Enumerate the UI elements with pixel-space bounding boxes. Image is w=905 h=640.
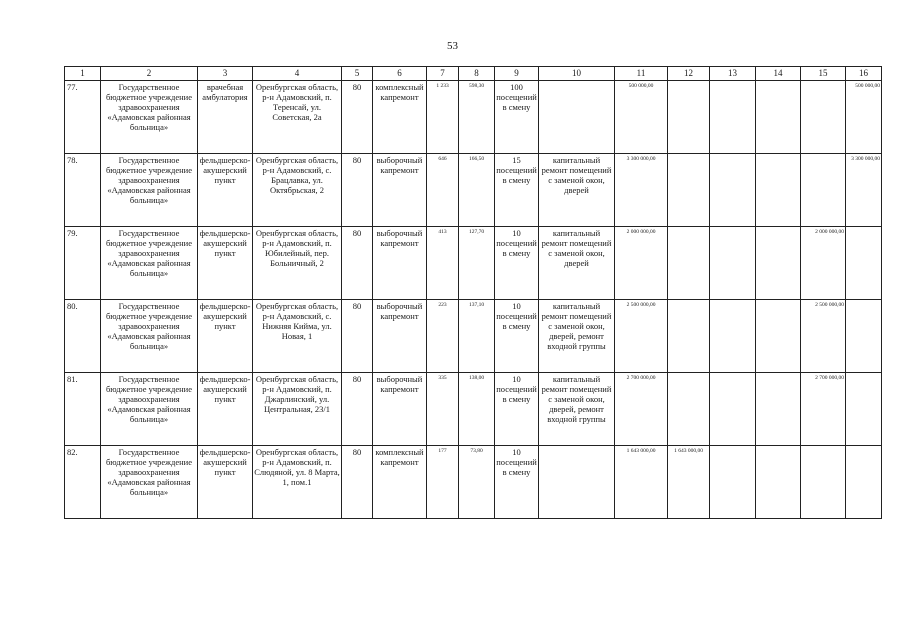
repair-type: выборочный капремонт: [373, 300, 427, 373]
repair-type: комплексный капремонт: [373, 446, 427, 519]
institution-name: Государственное бюджетное учреждение здравоохранения «Адамовская районная больница»: [101, 227, 198, 300]
table-row: [65, 373, 882, 446]
facility-type: фельдшерско-акушерский пункт: [198, 154, 253, 227]
amount-column-16: [846, 227, 882, 300]
row-number: 79.: [65, 227, 101, 300]
repair-type: выборочный капремонт: [373, 227, 427, 300]
amount-column-14: [756, 373, 801, 446]
column-header: 3: [198, 67, 253, 81]
facility-type: фельдшерско-акушерский пункт: [198, 300, 253, 373]
table-row: [65, 227, 882, 300]
amount-column-11: 1 643 000,00: [615, 446, 668, 519]
column-5-value: 80: [342, 227, 373, 300]
amount-column-16: [846, 300, 882, 373]
repair-type: выборочный капремонт: [373, 373, 427, 446]
amount-column-12: [668, 373, 710, 446]
institution-name: Государственное бюджетное учреждение здравоохранения «Адамовская районная больница»: [101, 81, 198, 154]
column-header: 14: [756, 67, 801, 81]
amount-column-12: [668, 154, 710, 227]
column-5-value: 80: [342, 300, 373, 373]
page-number: 53: [447, 40, 458, 52]
amount-column-13: [710, 154, 756, 227]
column-7-value: 177: [427, 446, 459, 519]
row-number: 81.: [65, 373, 101, 446]
capacity: 10 посещений в смену: [495, 227, 539, 300]
facility-address: Оренбургская область, р-н Адамовский, п. Слюдяной, ул. 8 Марта, 1, пом.1: [253, 446, 342, 519]
column-header: 8: [459, 67, 495, 81]
amount-column-12: 1 643 000,00: [668, 446, 710, 519]
capacity: 10 посещений в смену: [495, 373, 539, 446]
column-header: 7: [427, 67, 459, 81]
table-row: [65, 300, 882, 373]
facility-address: Оренбургская область, р-н Адамовский, п. Теренсай, ул. Советская, 2а: [253, 81, 342, 154]
facility-address: Оренбургская область, р-н Адамовский, п. Джарлинский, ул. Центральная, 23/1: [253, 373, 342, 446]
column-header: 4: [253, 67, 342, 81]
amount-column-11: 500 000,00: [615, 81, 668, 154]
column-8-value: 137,10: [459, 300, 495, 373]
amount-column-11: 2 700 000,00: [615, 373, 668, 446]
column-7-value: 335: [427, 373, 459, 446]
amount-column-14: [756, 227, 801, 300]
capacity: 10 посещений в смену: [495, 300, 539, 373]
column-header: 13: [710, 67, 756, 81]
amount-column-15: [801, 446, 846, 519]
column-header: 6: [373, 67, 427, 81]
amount-column-14: [756, 154, 801, 227]
amount-column-13: [710, 446, 756, 519]
facility-address: Оренбургская область, р-н Адамовский, с. Нижняя Кийма, ул. Новая, 1: [253, 300, 342, 373]
row-number: 80.: [65, 300, 101, 373]
column-8-value: 138,00: [459, 373, 495, 446]
column-5-value: 80: [342, 446, 373, 519]
facility-type: фельдшерско-акушерский пункт: [198, 446, 253, 519]
column-5-value: 80: [342, 81, 373, 154]
amount-column-16: 3 300 000,00: [846, 154, 882, 227]
planned-works: [539, 81, 615, 154]
amount-column-11: 3 300 000,00: [615, 154, 668, 227]
row-number: 78.: [65, 154, 101, 227]
planned-works: капитальный ремонт помещений с заменой окон, дверей: [539, 227, 615, 300]
column-header: 1: [65, 67, 101, 81]
table-row: [65, 446, 882, 519]
column-header: 15: [801, 67, 846, 81]
amount-column-14: [756, 300, 801, 373]
amount-column-15: [801, 81, 846, 154]
amount-column-15: 2 000 000,00: [801, 227, 846, 300]
column-header: 2: [101, 67, 198, 81]
repair-type: выборочный капремонт: [373, 154, 427, 227]
capacity: 100 посещений в смену: [495, 81, 539, 154]
planned-works: капитальный ремонт помещений с заменой окон, дверей, ремонт входной группы: [539, 300, 615, 373]
column-7-value: 223: [427, 300, 459, 373]
column-header: 10: [539, 67, 615, 81]
amount-column-15: 2 500 000,00: [801, 300, 846, 373]
column-header: 16: [846, 67, 882, 81]
facility-address: Оренбургская область, р-н Адамовский, п. Юбилейный, пер. Больничный, 2: [253, 227, 342, 300]
row-number: 82.: [65, 446, 101, 519]
column-header: 12: [668, 67, 710, 81]
amount-column-13: [710, 373, 756, 446]
facility-type: фельдшерско-акушерский пункт: [198, 373, 253, 446]
capital-repair-table: [64, 66, 882, 519]
planned-works: капитальный ремонт помещений с заменой окон, дверей: [539, 154, 615, 227]
column-8-value: 73,80: [459, 446, 495, 519]
amount-column-14: [756, 446, 801, 519]
column-5-value: 80: [342, 373, 373, 446]
capacity: 15 посещений в смену: [495, 154, 539, 227]
amount-column-15: 2 700 000,00: [801, 373, 846, 446]
capacity: 10 посещений в смену: [495, 446, 539, 519]
amount-column-13: [710, 81, 756, 154]
amount-column-11: 2 000 000,00: [615, 227, 668, 300]
amount-column-15: [801, 154, 846, 227]
column-5-value: 80: [342, 154, 373, 227]
column-7-value: 413: [427, 227, 459, 300]
planned-works: [539, 446, 615, 519]
amount-column-14: [756, 81, 801, 154]
institution-name: Государственное бюджетное учреждение здравоохранения «Адамовская районная больница»: [101, 154, 198, 227]
column-8-value: 127,70: [459, 227, 495, 300]
institution-name: Государственное бюджетное учреждение здравоохранения «Адамовская районная больница»: [101, 373, 198, 446]
planned-works: капитальный ремонт помещений с заменой окон, дверей, ремонт входной группы: [539, 373, 615, 446]
column-number-row: [65, 67, 882, 81]
column-7-value: 1 233: [427, 81, 459, 154]
facility-type: врачебная амбулатория: [198, 81, 253, 154]
column-8-value: 166,50: [459, 154, 495, 227]
table-row: [65, 81, 882, 154]
institution-name: Государственное бюджетное учреждение здравоохранения «Адамовская районная больница»: [101, 446, 198, 519]
amount-column-16: [846, 373, 882, 446]
column-8-value: 598,30: [459, 81, 495, 154]
amount-column-16: [846, 446, 882, 519]
amount-column-13: [710, 300, 756, 373]
column-header: 11: [615, 67, 668, 81]
facility-type: фельдшерско-акушерский пункт: [198, 227, 253, 300]
repair-type: комплексный капремонт: [373, 81, 427, 154]
amount-column-13: [710, 227, 756, 300]
facility-address: Оренбургская область, р-н Адамовский, с. Брацлавка, ул. Октябрьская, 2: [253, 154, 342, 227]
column-header: 5: [342, 67, 373, 81]
table-row: [65, 154, 882, 227]
table-body: [65, 81, 882, 519]
amount-column-16: 500 000,00: [846, 81, 882, 154]
amount-column-12: [668, 300, 710, 373]
row-number: 77.: [65, 81, 101, 154]
amount-column-12: [668, 227, 710, 300]
column-header: 9: [495, 67, 539, 81]
column-7-value: 646: [427, 154, 459, 227]
institution-name: Государственное бюджетное учреждение здравоохранения «Адамовская районная больница»: [101, 300, 198, 373]
amount-column-12: [668, 81, 710, 154]
amount-column-11: 2 500 000,00: [615, 300, 668, 373]
